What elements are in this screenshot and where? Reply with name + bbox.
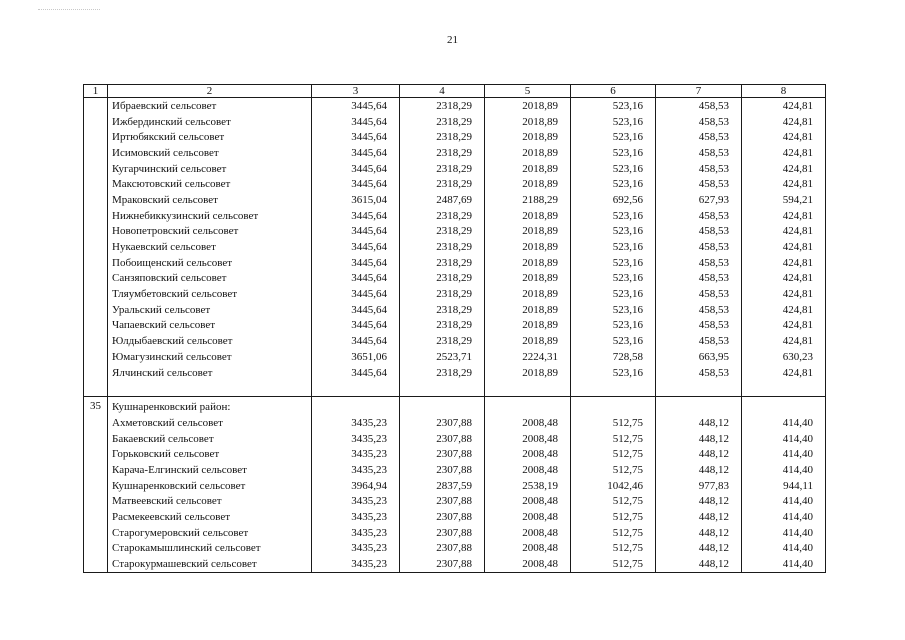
value-cell: 2008,48 [485, 494, 571, 510]
value-cell: 3445,64 [312, 255, 400, 271]
value-cell: 3445,64 [312, 286, 400, 302]
value-cell: 424,81 [742, 98, 826, 114]
table-row [84, 541, 826, 557]
settlement-name: Нукаевский сельсовет [108, 239, 312, 255]
value-cell: 414,40 [742, 556, 826, 572]
value-cell: 2224,31 [485, 349, 571, 365]
value-cell: 3615,04 [312, 192, 400, 208]
value-cell: 3445,64 [312, 239, 400, 255]
value-cell: 523,16 [571, 224, 656, 240]
value-cell: 448,12 [656, 556, 742, 572]
settlement-name: Бакаевский сельсовет [108, 431, 312, 447]
settlement-name: Кушнаренковский сельсовет [108, 478, 312, 494]
value-cell: 424,81 [742, 271, 826, 287]
row-index [84, 494, 108, 510]
row-index [84, 478, 108, 494]
value-cell: 523,16 [571, 176, 656, 192]
value-cell: 424,81 [742, 333, 826, 349]
scan-artifact [38, 9, 100, 10]
value-cell: 3445,64 [312, 145, 400, 161]
table-row [84, 509, 826, 525]
value-cell: 523,16 [571, 286, 656, 302]
value-cell: 424,81 [742, 318, 826, 334]
table-row [84, 318, 826, 334]
value-cell: 2018,89 [485, 129, 571, 145]
value-cell: 424,81 [742, 161, 826, 177]
value-cell: 523,16 [571, 239, 656, 255]
value-cell: 414,40 [742, 431, 826, 447]
settlement-name: Санзяповский сельсовет [108, 271, 312, 287]
value-cell: 944,11 [742, 478, 826, 494]
value-cell: 458,53 [656, 333, 742, 349]
value-cell: 448,12 [656, 494, 742, 510]
value-cell: 512,75 [571, 541, 656, 557]
table-row [84, 271, 826, 287]
table-row [84, 462, 826, 478]
row-index [84, 556, 108, 572]
table-row [84, 365, 826, 381]
row-index [84, 333, 108, 349]
table-row [84, 161, 826, 177]
value-cell: 424,81 [742, 145, 826, 161]
settlement-name: Иртюбякский сельсовет [108, 129, 312, 145]
value-cell: 424,81 [742, 286, 826, 302]
value-cell: 3445,64 [312, 302, 400, 318]
value-cell: 523,16 [571, 145, 656, 161]
column-header: 1 [84, 85, 108, 98]
value-cell: 2018,89 [485, 239, 571, 255]
empty-cell [571, 397, 656, 415]
empty-cell [400, 397, 485, 415]
value-cell: 424,81 [742, 239, 826, 255]
district-index: 35 [84, 397, 108, 415]
value-cell: 523,16 [571, 129, 656, 145]
value-cell: 2318,29 [400, 255, 485, 271]
row-index [84, 114, 108, 130]
value-cell: 3435,23 [312, 415, 400, 431]
settlement-name: Побоищенский сельсовет [108, 255, 312, 271]
row-index [84, 271, 108, 287]
value-cell: 458,53 [656, 176, 742, 192]
value-cell: 2307,88 [400, 431, 485, 447]
value-cell: 448,12 [656, 446, 742, 462]
row-index [84, 129, 108, 145]
column-number-row [84, 85, 826, 98]
value-cell: 3651,06 [312, 349, 400, 365]
table-row [84, 239, 826, 255]
value-cell: 2018,89 [485, 145, 571, 161]
value-cell: 2018,89 [485, 302, 571, 318]
column-header: 7 [656, 85, 742, 98]
value-cell: 3445,64 [312, 114, 400, 130]
value-cell: 414,40 [742, 509, 826, 525]
value-cell: 2318,29 [400, 239, 485, 255]
value-cell: 2008,48 [485, 541, 571, 557]
value-cell: 2538,19 [485, 478, 571, 494]
value-cell: 414,40 [742, 494, 826, 510]
column-header: 3 [312, 85, 400, 98]
row-index [84, 431, 108, 447]
value-cell: 2307,88 [400, 415, 485, 431]
empty-cell [312, 397, 400, 415]
value-cell: 2008,48 [485, 431, 571, 447]
value-cell: 2018,89 [485, 365, 571, 381]
district-row [84, 397, 826, 415]
table-row [84, 349, 826, 365]
value-cell: 448,12 [656, 541, 742, 557]
value-cell: 3445,64 [312, 318, 400, 334]
value-cell: 3435,23 [312, 525, 400, 541]
value-cell: 424,81 [742, 255, 826, 271]
value-cell: 414,40 [742, 462, 826, 478]
settlement-name: Ялчинский сельсовет [108, 365, 312, 381]
value-cell: 458,53 [656, 239, 742, 255]
row-index [84, 365, 108, 381]
row-index [84, 145, 108, 161]
value-cell: 2487,69 [400, 192, 485, 208]
value-cell: 414,40 [742, 415, 826, 431]
value-cell: 2018,89 [485, 271, 571, 287]
column-header: 8 [742, 85, 826, 98]
value-cell: 2008,48 [485, 415, 571, 431]
value-cell: 3445,64 [312, 333, 400, 349]
table-row [84, 556, 826, 572]
value-cell: 692,56 [571, 192, 656, 208]
value-cell: 2018,89 [485, 318, 571, 334]
value-cell: 448,12 [656, 415, 742, 431]
value-cell: 3445,64 [312, 271, 400, 287]
value-cell: 2307,88 [400, 462, 485, 478]
value-cell: 2307,88 [400, 446, 485, 462]
row-index [84, 239, 108, 255]
table-row [84, 478, 826, 494]
value-cell: 424,81 [742, 224, 826, 240]
table-row [84, 145, 826, 161]
value-cell: 2018,89 [485, 98, 571, 114]
value-cell: 458,53 [656, 114, 742, 130]
district-name: Кушнаренковский район: [108, 397, 312, 415]
value-cell: 448,12 [656, 431, 742, 447]
value-cell: 2018,89 [485, 114, 571, 130]
table-row [84, 286, 826, 302]
value-cell: 2008,48 [485, 525, 571, 541]
settlement-name: Старогумеровский сельсовет [108, 525, 312, 541]
value-cell: 2318,29 [400, 365, 485, 381]
value-cell: 512,75 [571, 462, 656, 478]
value-cell: 512,75 [571, 556, 656, 572]
table-row [84, 98, 826, 114]
value-cell: 2523,71 [400, 349, 485, 365]
table-row [84, 255, 826, 271]
value-cell: 448,12 [656, 509, 742, 525]
value-cell: 414,40 [742, 446, 826, 462]
value-cell: 3435,23 [312, 556, 400, 572]
value-cell: 424,81 [742, 365, 826, 381]
value-cell: 523,16 [571, 365, 656, 381]
group-separator [84, 380, 826, 397]
row-index [84, 98, 108, 114]
row-index [84, 286, 108, 302]
table-row [84, 176, 826, 192]
table-row [84, 302, 826, 318]
value-cell: 458,53 [656, 145, 742, 161]
column-header: 5 [485, 85, 571, 98]
settlement-name: Карача-Елгинский сельсовет [108, 462, 312, 478]
table-row [84, 333, 826, 349]
value-cell: 2318,29 [400, 333, 485, 349]
settlement-name: Новопетровский сельсовет [108, 224, 312, 240]
row-index [84, 208, 108, 224]
value-cell: 2018,89 [485, 208, 571, 224]
value-cell: 2307,88 [400, 556, 485, 572]
settlement-name: Ахметовский сельсовет [108, 415, 312, 431]
row-index [84, 446, 108, 462]
value-cell: 523,16 [571, 255, 656, 271]
value-cell: 3445,64 [312, 176, 400, 192]
settlement-name: Старокурмашевский сельсовет [108, 556, 312, 572]
table-row [84, 192, 826, 208]
value-cell: 3435,23 [312, 509, 400, 525]
value-cell: 424,81 [742, 129, 826, 145]
value-cell: 512,75 [571, 525, 656, 541]
value-cell: 2837,59 [400, 478, 485, 494]
value-cell: 523,16 [571, 161, 656, 177]
value-cell: 414,40 [742, 525, 826, 541]
value-cell: 2318,29 [400, 302, 485, 318]
value-cell: 2188,29 [485, 192, 571, 208]
settlement-name: Ибраевский сельсовет [108, 98, 312, 114]
value-cell: 458,53 [656, 161, 742, 177]
value-cell: 627,93 [656, 192, 742, 208]
row-index [84, 255, 108, 271]
empty-cell [312, 380, 400, 397]
value-cell: 2318,29 [400, 98, 485, 114]
value-cell: 2318,29 [400, 114, 485, 130]
row-index [84, 415, 108, 431]
value-cell: 523,16 [571, 318, 656, 334]
value-cell: 3445,64 [312, 208, 400, 224]
value-cell: 2018,89 [485, 333, 571, 349]
settlement-name: Ижбердинский сельсовет [108, 114, 312, 130]
value-cell: 2318,29 [400, 129, 485, 145]
table-body [84, 85, 826, 573]
row-index [84, 541, 108, 557]
value-cell: 458,53 [656, 286, 742, 302]
row-index [84, 349, 108, 365]
settlement-name: Чапаевский сельсовет [108, 318, 312, 334]
table-row [84, 224, 826, 240]
value-cell: 523,16 [571, 208, 656, 224]
empty-cell [485, 380, 571, 397]
row-index [84, 509, 108, 525]
table-row [84, 129, 826, 145]
value-cell: 1042,46 [571, 478, 656, 494]
page-number: 21 [447, 34, 458, 46]
value-cell: 458,53 [656, 318, 742, 334]
settlement-name: Уральский сельсовет [108, 302, 312, 318]
value-cell: 2307,88 [400, 494, 485, 510]
empty-cell [108, 380, 312, 397]
value-cell: 458,53 [656, 365, 742, 381]
value-cell: 512,75 [571, 415, 656, 431]
value-cell: 424,81 [742, 176, 826, 192]
value-cell: 2307,88 [400, 541, 485, 557]
value-cell: 2318,29 [400, 224, 485, 240]
table-row [84, 431, 826, 447]
empty-cell [84, 380, 108, 397]
row-index [84, 224, 108, 240]
column-header: 2 [108, 85, 312, 98]
settlement-name: Исимовский сельсовет [108, 145, 312, 161]
value-cell: 3435,23 [312, 541, 400, 557]
row-index [84, 318, 108, 334]
value-cell: 2018,89 [485, 286, 571, 302]
value-cell: 2318,29 [400, 286, 485, 302]
table-row [84, 525, 826, 541]
value-cell: 2008,48 [485, 509, 571, 525]
value-cell: 2018,89 [485, 176, 571, 192]
empty-cell [742, 397, 826, 415]
value-cell: 424,81 [742, 114, 826, 130]
settlement-name: Нижнебиккузинский сельсовет [108, 208, 312, 224]
empty-cell [400, 380, 485, 397]
table-row [84, 494, 826, 510]
value-cell: 3435,23 [312, 446, 400, 462]
value-cell: 523,16 [571, 98, 656, 114]
tariff-table [83, 84, 826, 573]
value-cell: 523,16 [571, 271, 656, 287]
value-cell: 512,75 [571, 446, 656, 462]
row-index [84, 176, 108, 192]
row-index [84, 462, 108, 478]
value-cell: 512,75 [571, 431, 656, 447]
value-cell: 3445,64 [312, 224, 400, 240]
value-cell: 728,58 [571, 349, 656, 365]
empty-cell [742, 380, 826, 397]
value-cell: 2307,88 [400, 525, 485, 541]
settlement-name: Максютовский сельсовет [108, 176, 312, 192]
row-index [84, 302, 108, 318]
settlement-name: Юмагузинский сельсовет [108, 349, 312, 365]
value-cell: 2318,29 [400, 176, 485, 192]
table-row [84, 114, 826, 130]
value-cell: 458,53 [656, 208, 742, 224]
column-header: 4 [400, 85, 485, 98]
settlement-name: Мраковский сельсовет [108, 192, 312, 208]
value-cell: 630,23 [742, 349, 826, 365]
value-cell: 2318,29 [400, 208, 485, 224]
value-cell: 2018,89 [485, 224, 571, 240]
value-cell: 523,16 [571, 302, 656, 318]
row-index [84, 525, 108, 541]
value-cell: 3445,64 [312, 365, 400, 381]
value-cell: 424,81 [742, 302, 826, 318]
value-cell: 512,75 [571, 509, 656, 525]
value-cell: 3964,94 [312, 478, 400, 494]
value-cell: 2008,48 [485, 446, 571, 462]
value-cell: 3435,23 [312, 462, 400, 478]
table-row [84, 415, 826, 431]
value-cell: 663,95 [656, 349, 742, 365]
value-cell: 2018,89 [485, 255, 571, 271]
row-index [84, 192, 108, 208]
settlement-name: Старокамышлинский сельсовет [108, 541, 312, 557]
value-cell: 458,53 [656, 255, 742, 271]
settlement-name: Кугарчинский сельсовет [108, 161, 312, 177]
value-cell: 3435,23 [312, 494, 400, 510]
empty-cell [571, 380, 656, 397]
value-cell: 512,75 [571, 494, 656, 510]
empty-cell [656, 380, 742, 397]
value-cell: 458,53 [656, 224, 742, 240]
empty-cell [656, 397, 742, 415]
value-cell: 458,53 [656, 98, 742, 114]
value-cell: 458,53 [656, 129, 742, 145]
value-cell: 2318,29 [400, 161, 485, 177]
value-cell: 448,12 [656, 462, 742, 478]
value-cell: 3445,64 [312, 161, 400, 177]
value-cell: 2318,29 [400, 145, 485, 161]
empty-cell [485, 397, 571, 415]
settlement-name: Тляумбетовский сельсовет [108, 286, 312, 302]
settlement-name: Матвеевский сельсовет [108, 494, 312, 510]
value-cell: 3435,23 [312, 431, 400, 447]
value-cell: 448,12 [656, 525, 742, 541]
value-cell: 523,16 [571, 114, 656, 130]
value-cell: 523,16 [571, 333, 656, 349]
value-cell: 2018,89 [485, 161, 571, 177]
value-cell: 3445,64 [312, 129, 400, 145]
value-cell: 414,40 [742, 541, 826, 557]
value-cell: 2008,48 [485, 556, 571, 572]
value-cell: 2008,48 [485, 462, 571, 478]
settlement-name: Горьковский сельсовет [108, 446, 312, 462]
value-cell: 2318,29 [400, 318, 485, 334]
value-cell: 424,81 [742, 208, 826, 224]
settlement-name: Юлдыбаевский сельсовет [108, 333, 312, 349]
row-index [84, 161, 108, 177]
column-header: 6 [571, 85, 656, 98]
value-cell: 458,53 [656, 302, 742, 318]
value-cell: 977,83 [656, 478, 742, 494]
value-cell: 2318,29 [400, 271, 485, 287]
table-row [84, 446, 826, 462]
value-cell: 2307,88 [400, 509, 485, 525]
settlement-name: Расмекеевский сельсовет [108, 509, 312, 525]
value-cell: 594,21 [742, 192, 826, 208]
value-cell: 3445,64 [312, 98, 400, 114]
value-cell: 458,53 [656, 271, 742, 287]
table-row [84, 208, 826, 224]
